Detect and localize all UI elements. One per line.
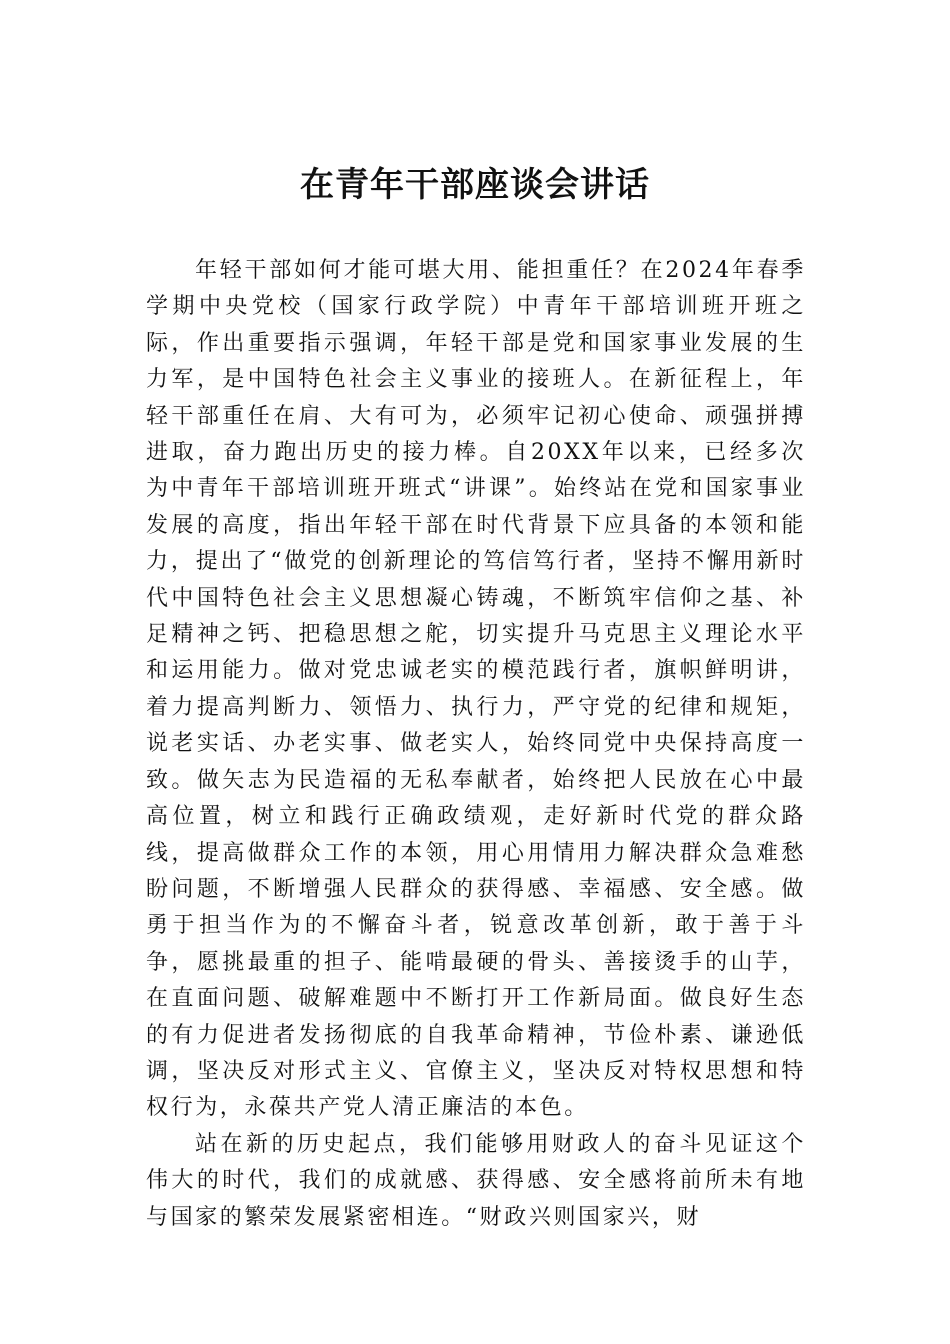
paragraph: 站在新的历史起点，我们能够用财政人的奋斗见证这个伟大的时代，我们的成就感、获得感、安全感将前所未有地与国家的繁荣发展紧密相连。“财政兴则国家兴，财 — [146, 1131, 806, 1230]
document-body — [146, 253, 806, 1236]
document-title: 在青年干部座谈会讲话 — [300, 165, 650, 205]
paragraph: 年轻干部如何才能可堪大用、能担重任？在2024年春季学期中央党校（国家行政学院）中青年干部培训班开班之际，作出重要指示强调，年轻干部是党和国家事业发展的生力军，是中国特色社会主义事业的接班人。在新征程上，年轻干部重任在肩、大有可为，必须牢记初心使命、顽强拼搏进取，奋力跑出历史的接力棒。自20XX年以来，已经多次为中青年干部培训班开班式“讲课”。始终站在党和国家事业发展的高度，指出年轻干部在时代背景下应具备的本领和能力，提出了“做党的创新理论的笃信笃行者，坚持不懈用新时代中国特色社会主义思想凝心铸魂，不断筑牢信仰之基、补足精神之钙、把稳思想之舵，切实提升马克思主义理论水平和运用能力。做对党忠诚老实的模范践行者，旗帜鲜明讲，着力提高判断力、领悟力、执行力，严守党的纪律和规矩，说老实话、办老实事、做老实人，始终同党中央保持高度一致。做矢志为民造福的无私奉献者，始终把人民放在心中最高位置，树立和践行正确政绩观，走好新时代党的群众路线，提高做群众工作的本领，用心用情用力解决群众急难愁盼问题，不断增强人民群众的获得感、幸福感、安全感。做勇于担当作为的不懈奋斗者，锐意改革创新，敢于善于斗争，愿挑最重的担子、能啃最硬的骨头、善接烫手的山芋，在直面问题、破解难题中不断打开工作新局面。做良好生态的有力促进者发扬彻底的自我革命精神，节俭朴素、谦逊低调，坚决反对形式主义、官僚主义，坚决反对特权思想和特权行为，永葆共产党人清正廉洁的本色。 — [146, 258, 806, 1121]
